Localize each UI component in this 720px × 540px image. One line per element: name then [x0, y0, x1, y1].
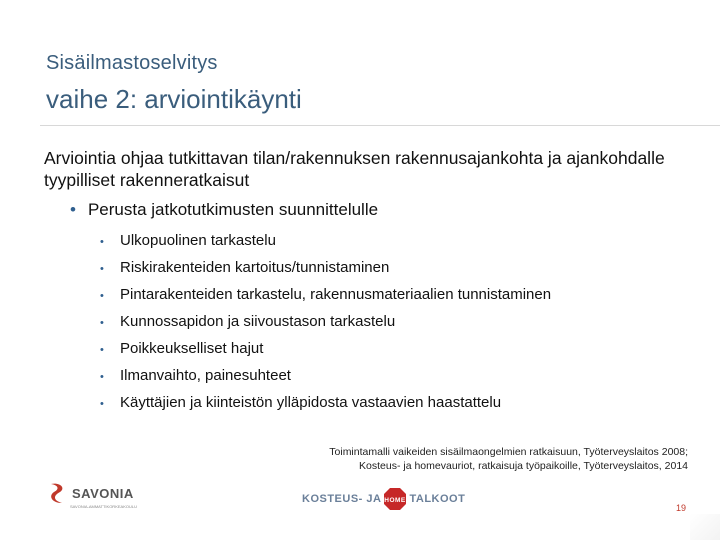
- list-item: [100, 336, 551, 363]
- list-item: [100, 282, 551, 309]
- list-item-text: Poikkeukselliset hajut: [120, 340, 264, 357]
- bullet-dot-icon: •: [100, 398, 104, 410]
- list-item: [100, 255, 551, 282]
- bullet-dot-icon: •: [100, 290, 104, 302]
- list-item-text: Ilmanvaihto, painesuhteet: [120, 367, 291, 384]
- footer-bar: [0, 514, 720, 540]
- list-item: [100, 309, 551, 336]
- sub-bullet-list: [100, 228, 551, 417]
- corner-accent: [690, 514, 720, 540]
- bullet-dot-icon: •: [70, 200, 76, 219]
- page-number: 19: [675, 503, 686, 513]
- slide-supertitle: Sisäilmastoselvitys: [46, 52, 218, 74]
- kosteus-home-talkoot-logo: [302, 487, 465, 511]
- kh-logo-right: TALKOOT: [409, 493, 466, 505]
- level1-bullet-text: Perusta jatkotutkimusten suunnittelulle: [87, 200, 379, 219]
- list-item: [100, 228, 551, 255]
- bullet-dot-icon: •: [100, 317, 104, 329]
- slide-title: vaihe 2: arviointikäynti: [46, 84, 302, 114]
- list-item-text: Ulkopuolinen tarkastelu: [120, 232, 276, 249]
- level1-bullet: [70, 200, 378, 220]
- savonia-emblem-icon: [48, 482, 68, 504]
- bullet-dot-icon: •: [100, 371, 104, 383]
- list-item-text: Käyttäjien ja kiinteistön ylläpidosta vastaavien haastattelu: [120, 394, 502, 411]
- savonia-wordmark: SAVONIA: [72, 485, 134, 501]
- title-divider: [40, 125, 720, 126]
- references: [329, 445, 688, 473]
- list-item: [100, 390, 551, 417]
- list-item-text: Pintarakenteiden tarkastelu, rakennusmateriaalien tunnistaminen: [120, 286, 552, 303]
- list-item-text: Riskirakenteiden kartoitus/tunnistaminen: [120, 259, 390, 276]
- stop-sign-icon: [383, 487, 407, 511]
- savonia-logo: [48, 482, 137, 509]
- list-item-text: Kunnossapidon ja siivoustason tarkastelu: [120, 313, 396, 330]
- savonia-tagline: SAVONIA-AMMATTIKORKEAKOULU: [70, 504, 137, 509]
- stop-sign-text: HOME: [384, 497, 407, 504]
- bullet-dot-icon: •: [100, 236, 104, 248]
- list-item: [100, 363, 551, 390]
- bullet-dot-icon: •: [100, 263, 104, 275]
- reference-line: Kosteus- ja homevauriot, ratkaisuja työpaikoille, Työterveyslaitos, 2014: [359, 460, 688, 472]
- lead-paragraph: Arviointia ohjaa tutkittavan tilan/rakennuksen rakennusajankohta ja ajankohdalle tyypilliset rakenneratkaisut: [44, 148, 665, 190]
- kh-logo-left: KOSTEUS- JA: [302, 493, 382, 505]
- bullet-dot-icon: •: [100, 344, 104, 356]
- reference-line: Toimintamalli vaikeiden sisäilmaongelmien ratkaisuun, Työterveyslaitos 2008;: [329, 446, 688, 458]
